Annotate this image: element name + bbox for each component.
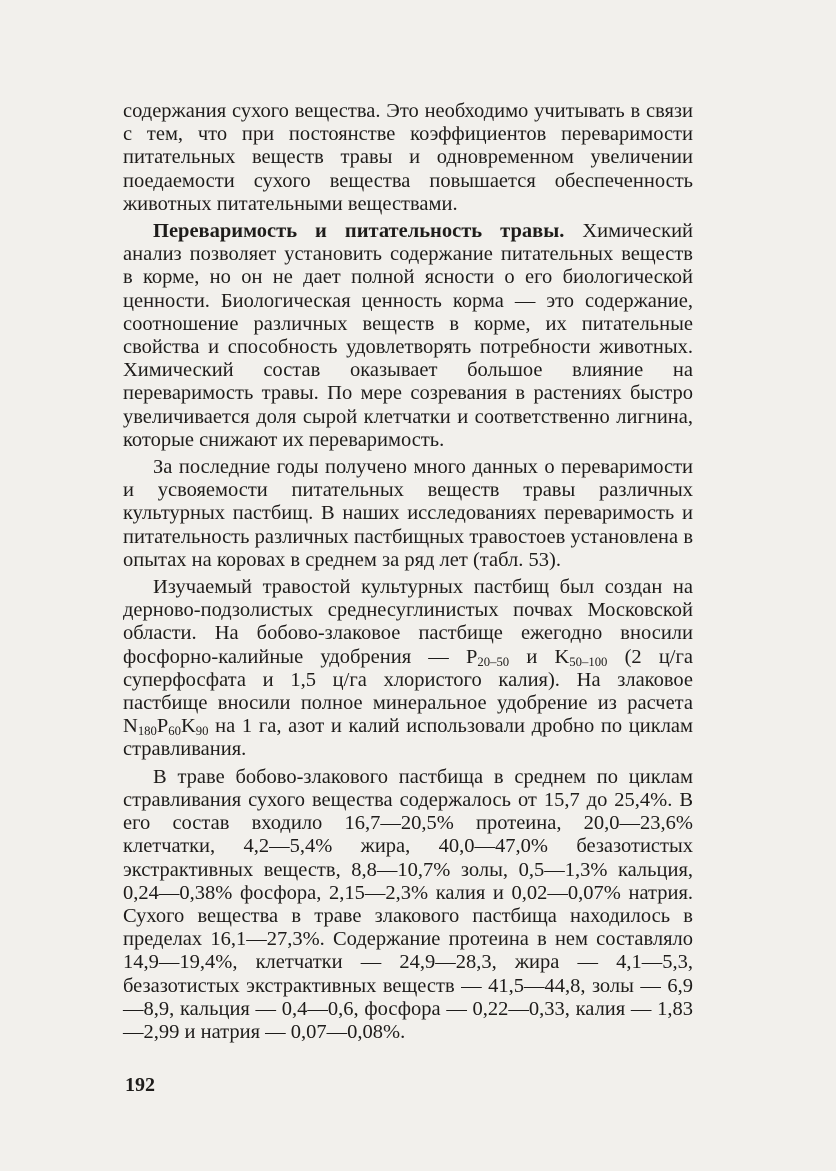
paragraph-4 (123, 576, 693, 762)
subscript-k2: 90 (195, 724, 209, 739)
paragraph-4-text-3: (2 ц/га суперфосфата и 1,5 ц/га хлористого калия). На злаковое пастбище вносили полное минеральное удобрение из расчета N (123, 645, 694, 738)
paragraph-5: В траве бобово-злакового пастбища в среднем по циклам стравливания сухого вещества содержалось от 15,7 до 25,4%. В его состав входило 16,7—20,5% протеина, 20,0—23,6% клетчатки, 4,2—5,4% жира, 40,0—47,0% безазотистых экстрактивных веществ, 8,8—10,7% золы, 0,5—1,3% кальция, 0,24—0,38% фосфора, 2,15—2,3% калия и 0,02—0,07% натрия. Сухого вещества в траве злакового пастбища находилось в пределах 16,1—27,3%. Содержание протеина в нем составляло 14,9—19,4%, клетчатки — 24,9—28,3, жира — 4,1—5,3, безазотистых экстрактивных веществ — 41,5—44,8, золы — 6,9—8,9, кальция — 0,4—0,6, фосфора — 0,22—0,33, калия — 1,83—2,99 и натрия — 0,07—0,08%. (123, 765, 693, 1043)
subscript-k: 50–100 (569, 654, 608, 669)
paragraph-4-text-6: на 1 га, азот и калий использовали дробно по циклам стравливания. (123, 715, 693, 761)
page-number: 192 (125, 1074, 155, 1096)
subscript-n: 180 (137, 724, 157, 739)
paragraph-4-text-5: K (180, 715, 196, 738)
paragraph-2 (123, 220, 693, 452)
paragraph-4-text-1: Изучаемый травостой культурных пастбищ был создан на дерново-подзолистых среднесуглинистых почвах Московской области. На бобово-злаковое пастбище ежегодно вносили фосфорно-калийные удобрения — P (123, 576, 693, 668)
paragraph-1: содержания сухого вещества. Это необходимо учитывать в связи с тем, что при постоянстве коэффициентов переваримости питательных веществ травы и одновременном увеличении поедаемости сухого вещества повышается обеспеченность животных питательными веществами. (123, 100, 693, 215)
subscript-p: 20–50 (477, 654, 510, 669)
subscript-p2: 60 (168, 724, 181, 739)
section-heading: Переваримость и питательность травы. (153, 220, 565, 243)
book-page-text (123, 100, 693, 1044)
paragraph-2-body: Химический анализ позволяет установить содержание питательных веществ в корме, но он не дает полной ясности о его биологической ценности. Биологическая ценность корма — это содержание, соотношение различных веществ в корме, их питательные свойства и способность удовлетворять потребности животных. Химический состав оказывает большое влияние на переваримость травы. По мере созревания в растениях быстро увеличивается доля сырой клетчатки и соответственно лигнина, которые снижают их переваримость. (123, 220, 694, 451)
paragraph-4-text-2: и K (509, 645, 570, 668)
paragraph-3: За последние годы получено много данных о переваримости и усвояемости питательных веществ травы различных культурных пастбищ. В наших исследованиях переваримость и питательность различных пастбищных травостоев установлена в опытах на коровах в среднем за ряд лет (табл. 53). (123, 456, 693, 571)
paragraph-4-text-4: P (156, 715, 169, 738)
